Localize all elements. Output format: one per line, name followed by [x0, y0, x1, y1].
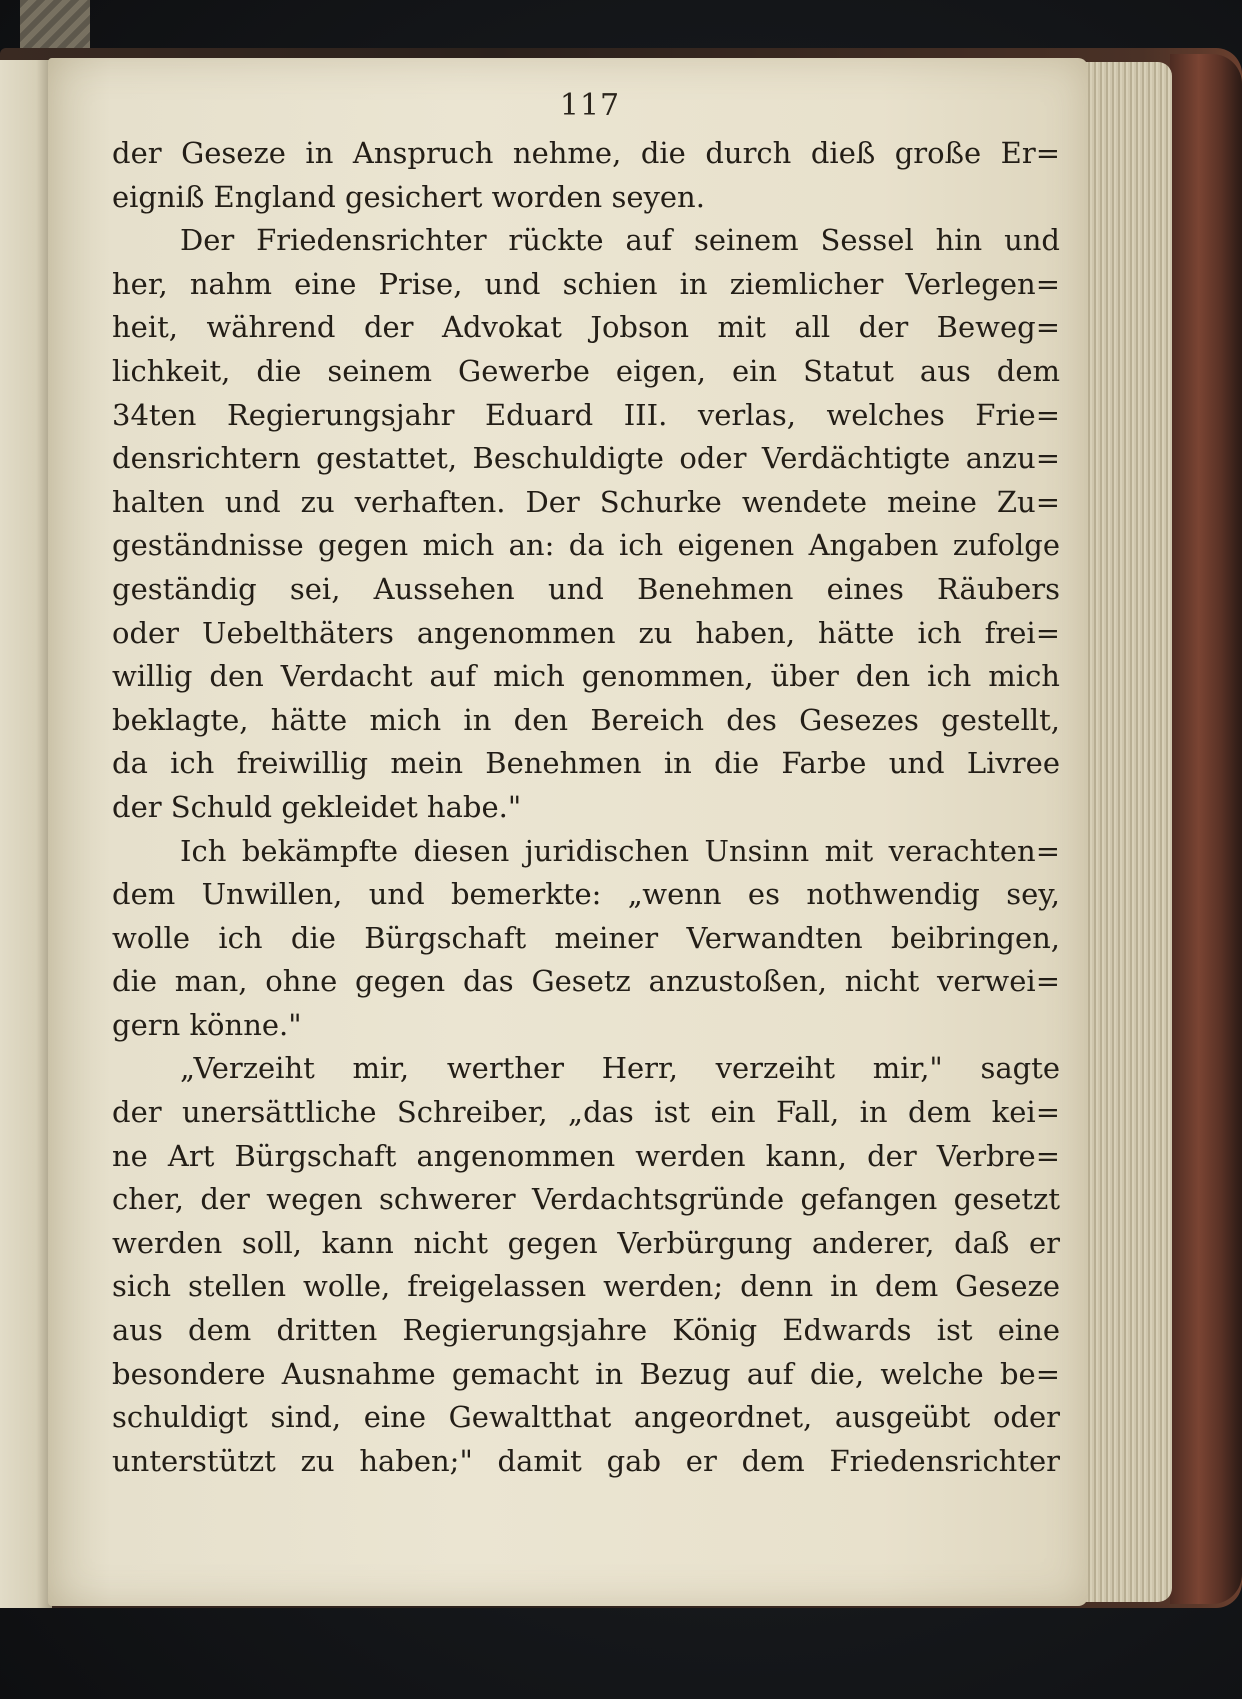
text-line: cher, der wegen schwerer Verdachtsgründe gefangen gesetzt [112, 1182, 1060, 1217]
page-number: 117 [559, 88, 621, 123]
text-line: die man, ohne gegen das Gesetz anzustoßen, nicht verwei= [112, 964, 1060, 999]
text-line: der unersättliche Schreiber, „das ist ein Fall, in dem kei= [112, 1095, 1060, 1130]
text-line: lichkeit, die seinem Gewerbe eigen, ein Statut aus dem [112, 353, 1060, 388]
text-line: eigniß England gesichert worden seyen. [112, 179, 705, 214]
text-line: der Geseze in Anspruch nehme, die durch dieß große Er= [112, 136, 1060, 170]
text-line: sich stellen wolle, freigelassen werden; denn in dem Geseze [112, 1269, 1060, 1304]
text-line: Der Friedensrichter rückte auf seinem Sessel hin und [180, 223, 1060, 258]
text-line: gern könne." [112, 1007, 302, 1042]
page-edges [1080, 62, 1172, 1602]
facing-page-edge [0, 60, 52, 1608]
text-line: da ich freiwillig mein Benehmen in die Farbe und Livree [112, 746, 1060, 781]
text-line: schuldigt sind, eine Gewaltthat angeordnet, ausgeübt oder [112, 1400, 1060, 1435]
text-line: her, nahm eine Prise, und schien in ziemlicher Verlegen= [112, 266, 1060, 301]
text-line: unterstützt zu haben;" damit gab er dem Friedensrichter [112, 1443, 1060, 1478]
text-line: wolle ich die Bürgschaft meiner Verwandten beibringen, [112, 920, 1060, 955]
text-line: 34ten Regierungsjahr Eduard III. verlas, welches Frie= [112, 397, 1060, 432]
text-line: geständnisse gegen mich an: da ich eigenen Angaben zufolge [112, 528, 1060, 563]
text-line: heit, während der Advokat Jobson mit all der Beweg= [112, 310, 1060, 345]
text-line: dem Unwillen, und bemerkte: „wenn es nothwendig sey, [112, 877, 1060, 912]
text-line: ne Art Bürgschaft angenommen werden kann, der Verbre= [112, 1138, 1060, 1173]
text-line: Ich bekämpfte diesen juridischen Unsinn mit verachten= [180, 833, 1060, 868]
text-line: densrichtern gestattet, Beschuldigte oder Verdächtigte anzu= [112, 441, 1060, 476]
book-spine-edge [1170, 54, 1242, 1604]
body-text [112, 132, 1060, 1483]
text-line: willig den Verdacht auf mich genommen, über den ich mich [112, 659, 1060, 694]
text-line: aus dem dritten Regierungsjahre König Edwards ist eine [112, 1313, 1060, 1348]
text-line: werden soll, kann nicht gegen Verbürgung anderer, daß er [112, 1225, 1060, 1260]
text-line: halten und zu verhaften. Der Schurke wendete meine Zu= [112, 484, 1060, 519]
text-line: oder Uebelthäters angenommen zu haben, hätte ich frei= [112, 615, 1060, 650]
text-line: besondere Ausnahme gemacht in Bezug auf die, welche be= [112, 1356, 1060, 1391]
text-line: „Verzeiht mir, werther Herr, verzeiht mir," sagte [180, 1051, 1060, 1086]
text-line: der Schuld gekleidet habe." [112, 789, 522, 824]
text-line: beklagte, hätte mich in den Bereich des Gesezes gestellt, [112, 702, 1060, 737]
text-line: geständig sei, Aussehen und Benehmen eines Räubers [112, 571, 1060, 606]
